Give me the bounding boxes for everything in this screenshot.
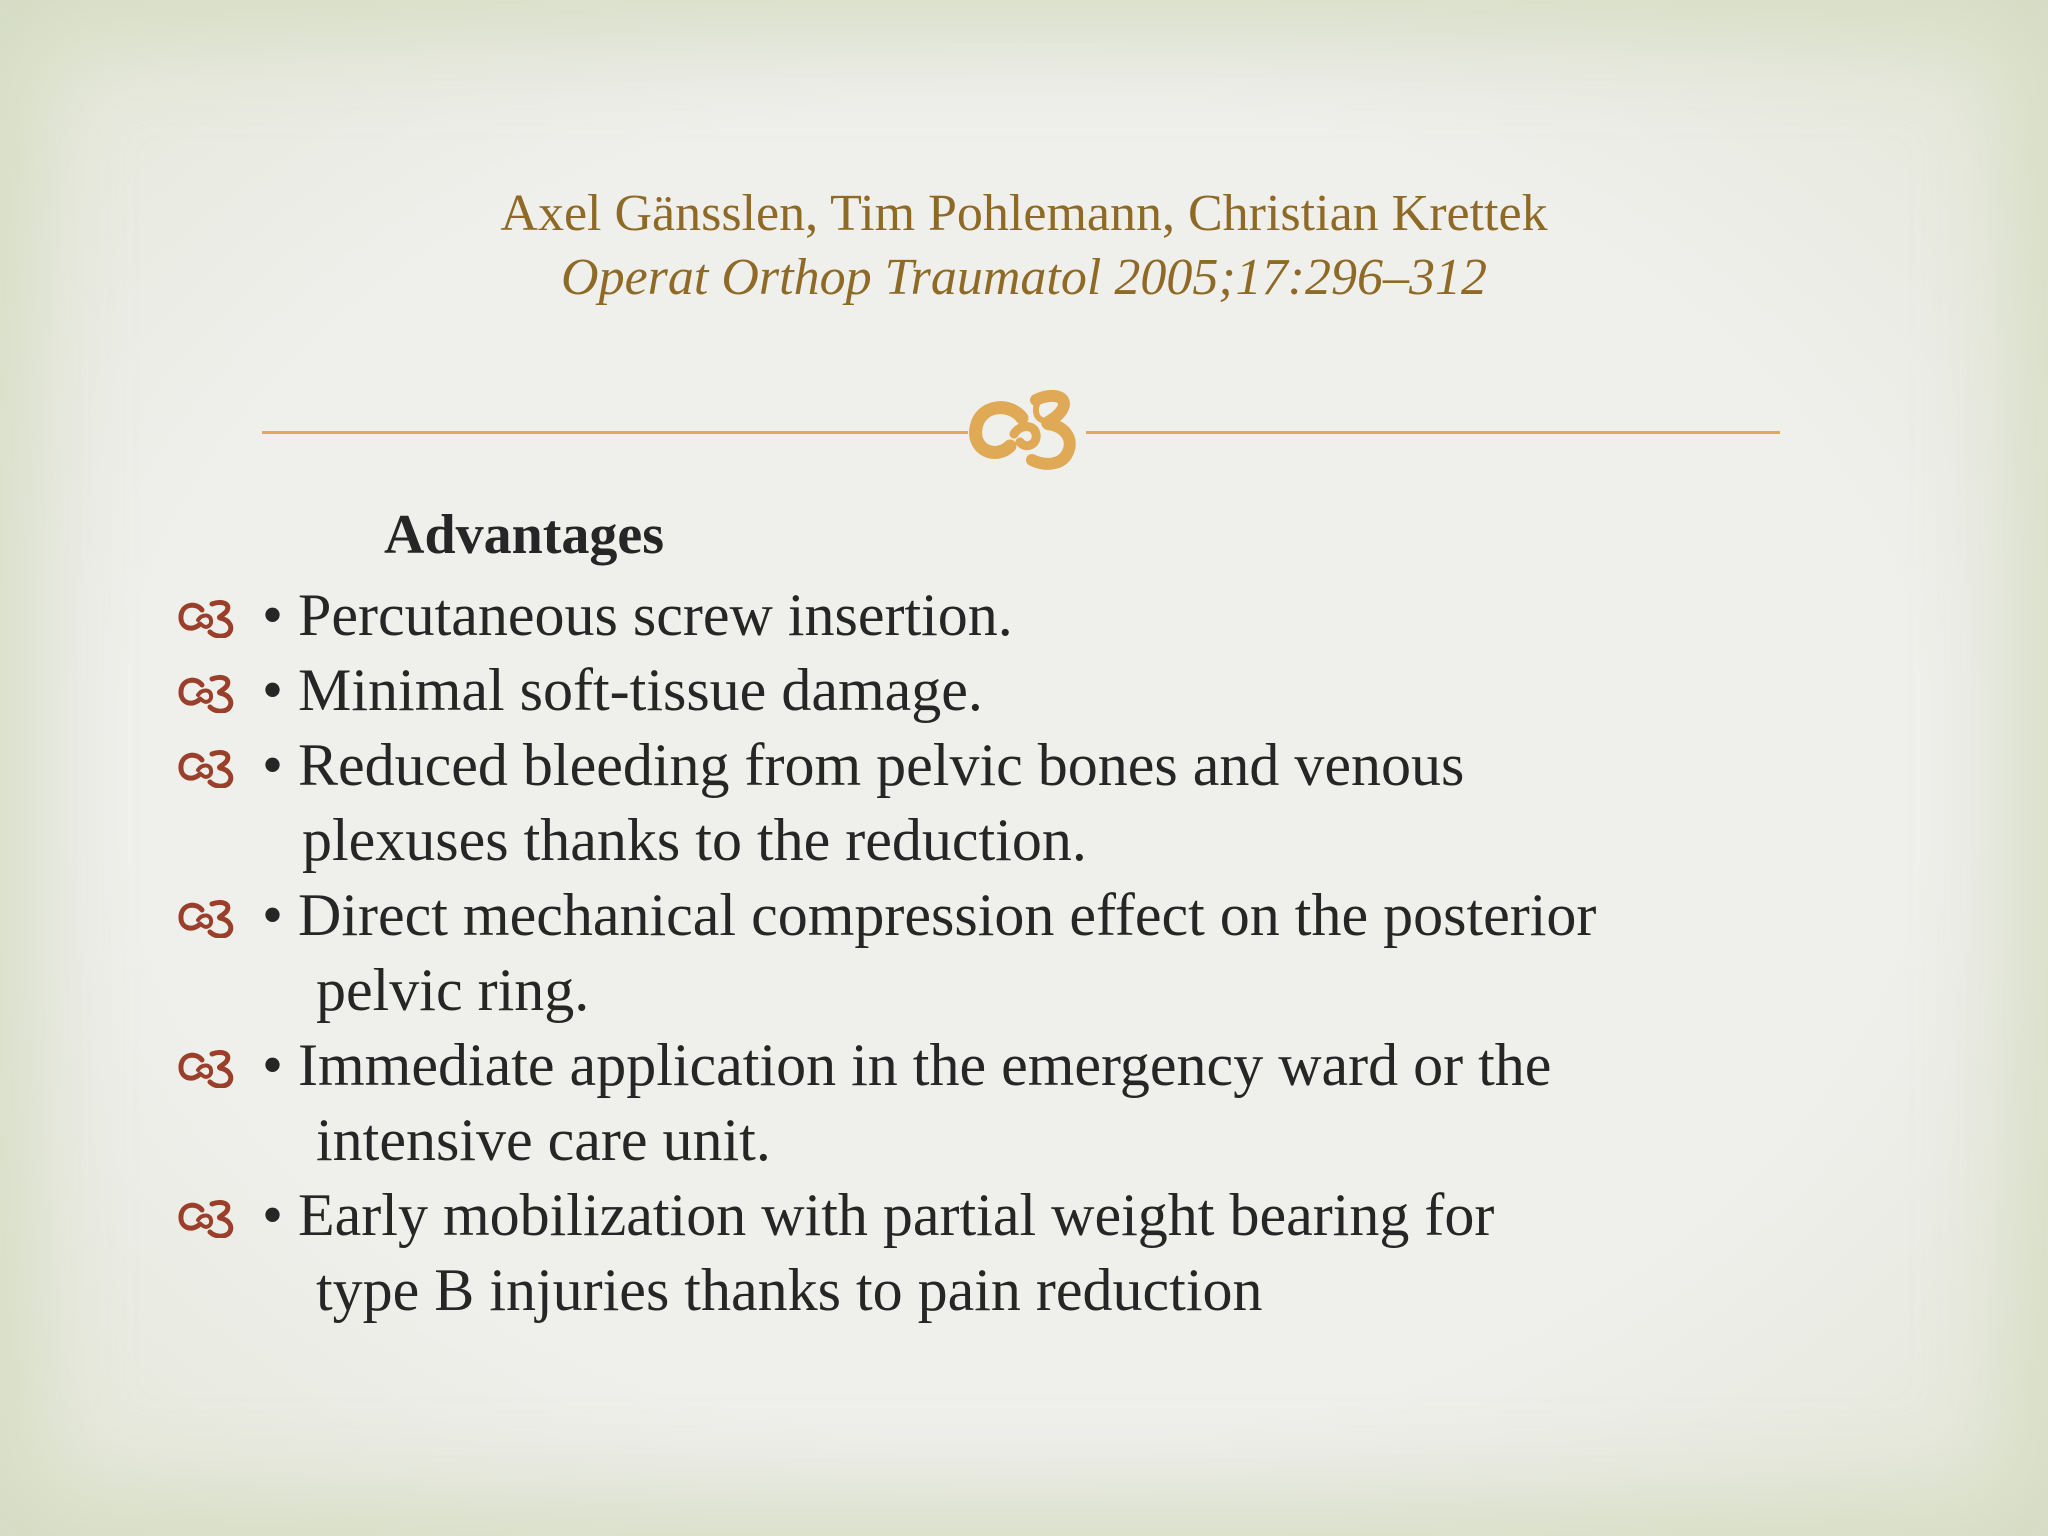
list-item-text: • Percutaneous screw insertion. — [262, 582, 1013, 648]
list-item-text: • Reduced bleeding from pelvic bones and venous — [262, 732, 1465, 798]
flourish-bullet-icon — [176, 1198, 240, 1238]
flourish-bullet-icon — [176, 748, 240, 788]
citation-journal: Operat Orthop Traumatol 2005;17:296–312 — [561, 249, 1487, 306]
flourish-bullet-icon — [176, 598, 240, 638]
list-item-text-continued: pelvic ring. — [316, 957, 590, 1023]
citation-authors: Axel Gänsslen, Tim Pohlemann, Christian Krettek — [500, 185, 1548, 242]
list-item-text: • Early mobilization with partial weight bearing for — [262, 1182, 1495, 1248]
list-item-text: • Minimal soft-tissue damage. — [262, 657, 983, 723]
flourish-bullet-icon — [176, 673, 240, 713]
list-item-text: • Immediate application in the emergency ward or the — [262, 1032, 1552, 1098]
list-item-text: • Direct mechanical compression effect on the posterior — [262, 882, 1597, 948]
section-heading: Advantages — [384, 504, 665, 566]
list-item-text-continued: plexuses thanks to the reduction. — [302, 807, 1087, 873]
flourish-bullet-icon — [176, 1048, 240, 1088]
list-item-text-continued: intensive care unit. — [316, 1107, 771, 1173]
list-item-text-continued: type B injuries thanks to pain reduction — [316, 1257, 1263, 1323]
flourish-bullet-icon — [176, 898, 240, 938]
